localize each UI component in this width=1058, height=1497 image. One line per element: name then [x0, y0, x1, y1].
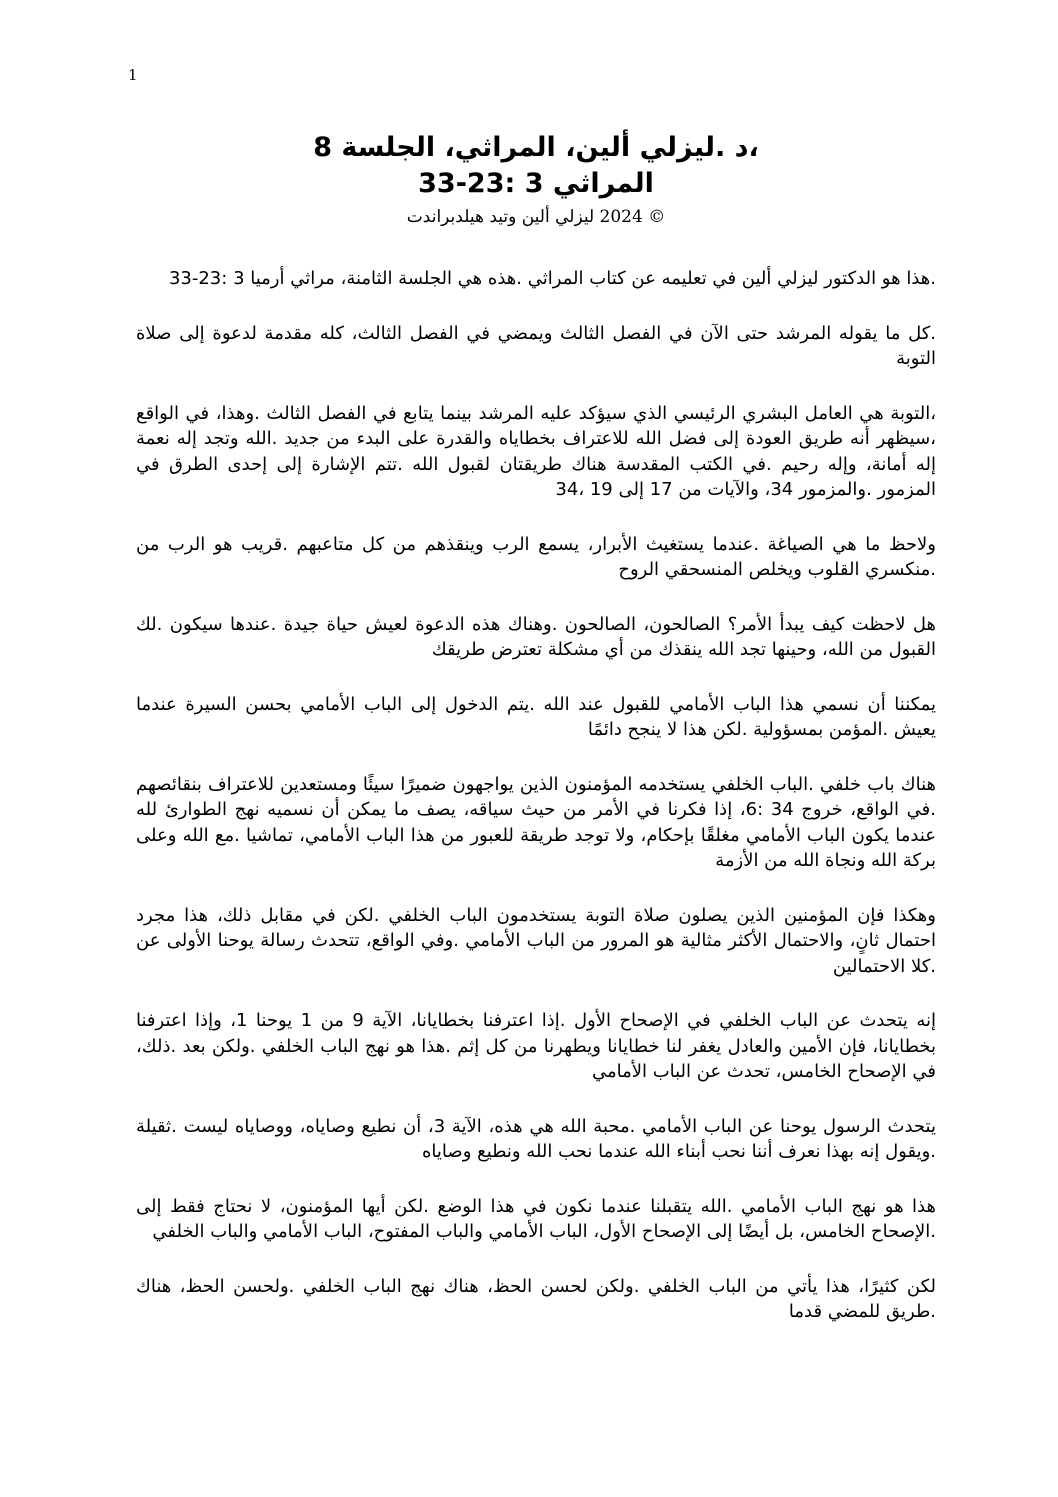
document-header — [140, 130, 932, 230]
paragraph: هل لاحظت كيف يبدأ الأمر؟ الصالحون، الصالحون .وهناك هذه الدعوة لعيش حياة جيدة .عندها سيكون .لك القبول من الله، وحينها تجد الله ينقذك من أي مشكلة تعترض طريقك — [136, 613, 936, 660]
paragraph: ولاحظ ما هي الصياغة .عندما يستغيث الأبرار، يسمع الرب وينقذهم من كل متاعبهم .قريب هو الرب من .منكسري القلوب ويخلص المنسحقي الروح — [136, 533, 936, 580]
paragraph: ،التوبة هي العامل البشري الرئيسي الذي سيؤكد عليه المرشد بينما يتابع في الفصل الثالث .وهذا، في الواقع ،سيظهر أنه طريق العودة إلى فضل الله للاعتراف بخطاياه والقدرة على البدء من جديد .الله وتجد إله نعمة إله أمانة، وإله رحيم .في الكتب المقدسة هناك طريقتان لقبول الله .تتم الإشارة إلى إحدى الطرق في المزمور .والمزمور 34، والآيات من 17 إلى 19 ،34 — [136, 402, 936, 500]
paragraph: هناك باب خلفي .الباب الخلفي يستخدمه المؤمنون الذين يواجهون ضميرًا سيئًا ومستعدين للاعتراف بنقائصهم .في الواقع، خروج 34 :6، إذا فكرنا في الأمر من حيث سياقه، يصف ما يمكن أن نسميه نهج الطوارئ لله عندما يكون الباب الأمامي مغلقًا بإحكام، ولا توجد طريقة للعبور من هذا الباب الأمامي، تماشيا .مع الله وعلى بركة الله ونجاة الله من الأزمة — [136, 773, 936, 871]
paragraph: إنه يتحدث عن الباب الخلفي في الإصحاح الأول .إذا اعترفنا بخطايانا، الآية 9 من 1 يوحنا 1، وإذا اعترفنا بخطايانا، فإن الأمين والعادل يغفر لنا خطايانا ويطهرنا من كل إثم .هذا هو نهج الباب الخلفي .ولكن بعد .ذلك، في الإصحاح الخامس، تحدث عن الباب الأمامي — [136, 1010, 937, 1082]
document-subtitle: المراثي 3 :23-33 — [418, 168, 654, 199]
paragraph: .كل ما يقوله المرشد حتى الآن في الفصل الثالث ويمضي في الفصل الثالث، كله مقدمة لدعوة إلى صلاة التوبة — [136, 322, 936, 369]
paragraph: لكن كثيرًا، هذا يأتي من الباب الخلفي .ولكن لحسن الحظ، هناك نهج الباب الخلفي .ولحسن الحظ، هناك .طريق للمضي قدما — [136, 1275, 936, 1322]
paragraph: يمكننا أن نسمي هذا الباب الأمامي للقبول عند الله .يتم الدخول إلى الباب الأمامي بحسن السيرة عندما يعيش .المؤمن بمسؤولية .لكن هذا لا ينجح دائمًا — [136, 693, 936, 740]
document-title: ،د .ليزلي ألين، المراثي، الجلسة 8 — [313, 132, 759, 163]
page-number: 1 — [128, 66, 138, 84]
document-body — [136, 266, 936, 1354]
paragraph: وهكذا فإن المؤمنين الذين يصلون صلاة التوبة يستخدمون الباب الخلفي .لكن في مقابل ذلك، هذا مجرد احتمال ثانٍ، والاحتمال الأكثر مثالية هو المرور من الباب الأمامي .وفي الواقع، تتحدث رسالة يوحنا الأولى عن .كلا الاحتمالين — [136, 904, 936, 977]
paragraph: هذا هو نهج الباب الأمامي .الله يتقبلنا عندما نكون في هذا الوضع .لكن أيها المؤمنون، لا نحتاج فقط إلى .الإصحاح الخامس، بل أيضًا إلى الإصحاح الأول، الباب الأمامي والباب المفتوح، الباب الأمامي والباب الخلفي — [136, 1195, 936, 1242]
copyright-line: © 2024 ليزلي ألين وتيد هيلدبراندت — [406, 207, 666, 227]
paragraph: .هذا هو الدكتور ليزلي ألين في تعليمه عن كتاب المراثي .هذه هي الجلسة الثامنة، مراثي أرميا 3 :23-33 — [168, 268, 936, 289]
paragraph: يتحدث الرسول يوحنا عن الباب الأمامي .محبة الله هي هذه، الآية 3، أن نطيع وصاياه، ووصاياه ليست .ثقيلة .ويقول إنه بهذا نعرف أننا نحب أبناء الله عندما نحب الله ونطيع وصاياه — [136, 1115, 936, 1162]
